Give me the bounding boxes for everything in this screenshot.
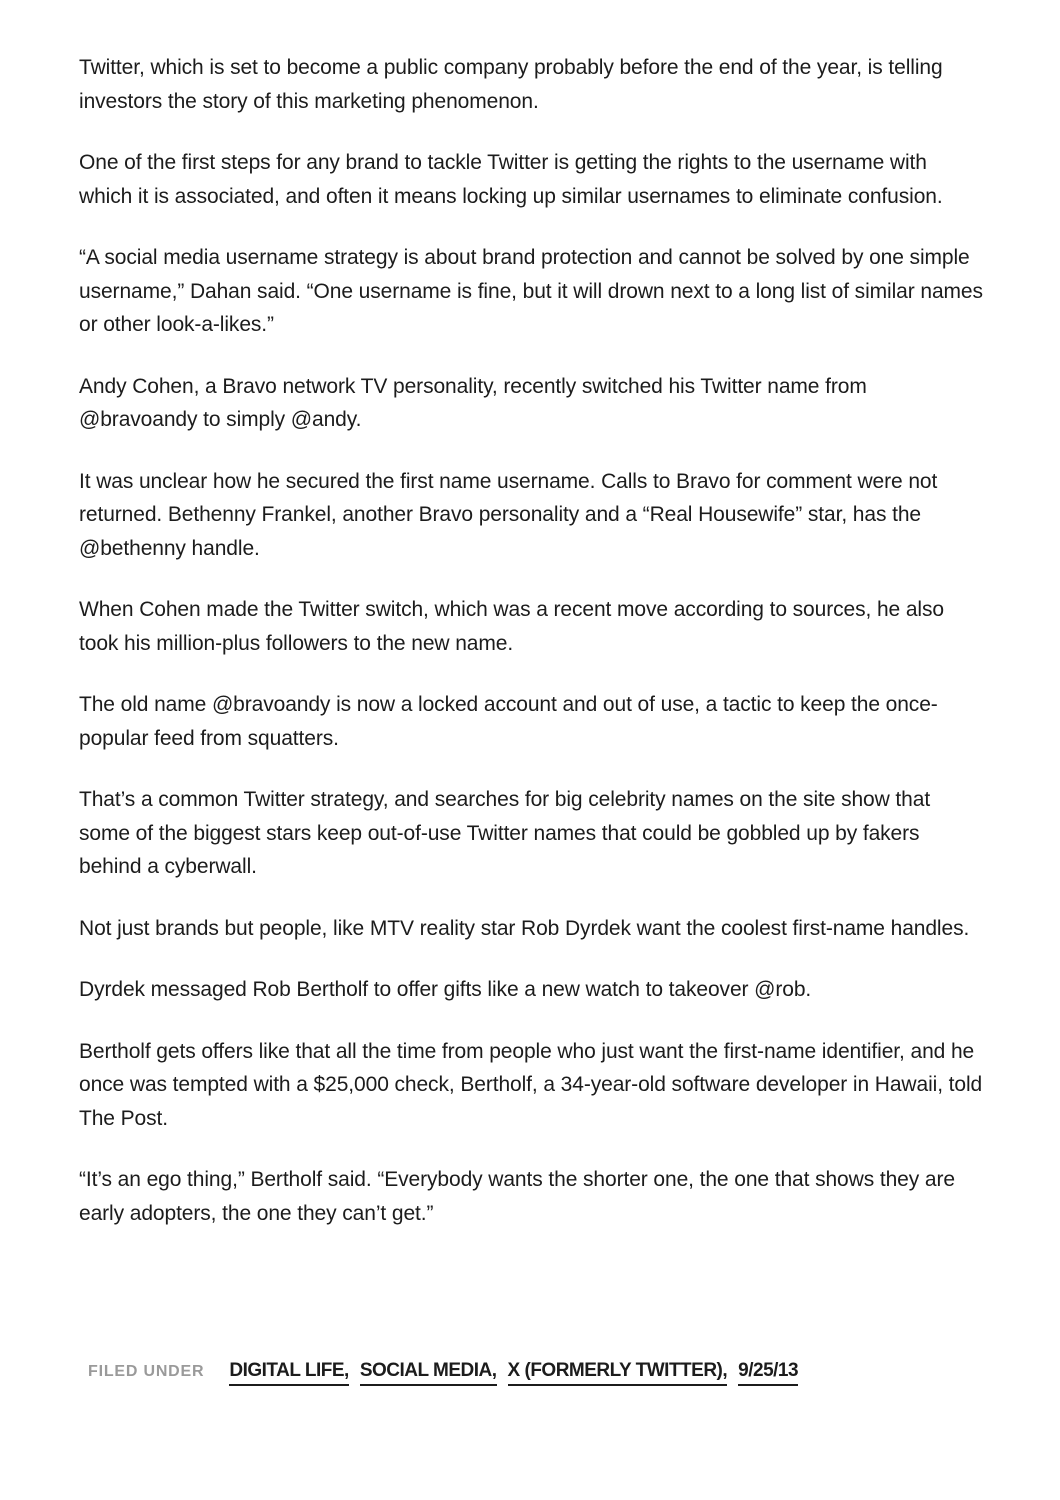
article-paragraph: Bertholf gets offers like that all the time from people who just want the first-name identifier, and he once was tempted with a $25,000 check, Bertholf, a 34-year-old software developer in Hawaii, told The Post. [79,1039,983,1130]
tag-link-x-formerly-twitter[interactable]: X (FORMERLY TWITTER), [508,1360,728,1386]
article-body [79,51,984,1258]
article-paragraph: “It’s an ego thing,” Bertholf said. “Everybody wants the shorter one, the one that shows they are early adopters, the one they can’t get.” [79,1168,955,1225]
article-paragraph: Andy Cohen, a Bravo network TV personality, recently switched his Twitter name from @bravoandy to simply @andy. [79,374,867,431]
tag-link-digital-life[interactable]: DIGITAL LIFE, [229,1360,348,1386]
article-paragraph: “A social media username strategy is about brand protection and cannot be solved by one simple username,” Dahan said. “One username is fine, but it will drown next to a long list of similar names or other look-a-likes.” [79,246,983,336]
article-paragraph: That’s a common Twitter strategy, and searches for big celebrity names on the site show that some of the biggest stars keep out-of-use Twitter names that could be gobbled up by fakers behind a cyberwall. [79,788,931,878]
article-paragraph: When Cohen made the Twitter switch, which was a recent move according to sources, he also took his million-plus followers to the new name. [79,598,944,655]
article-paragraph: Not just brands but people, like MTV reality star Rob Dyrdek want the coolest first-name handles. [79,916,970,940]
tag-link-social-media[interactable]: SOCIAL MEDIA, [360,1360,497,1386]
article-paragraph: The old name @bravoandy is now a locked account and out of use, a tactic to keep the once-popular feed from squatters. [79,693,938,750]
article-paragraph: Dyrdek messaged Rob Bertholf to offer gifts like a new watch to takeover @rob. [79,978,812,1001]
article-paragraph: One of the first steps for any brand to tackle Twitter is getting the rights to the username with which it is associated, and often it means locking up similar usernames to eliminate confusion. [79,151,943,208]
filed-under-section [88,1360,798,1386]
article-paragraph: It was unclear how he secured the first name username. Calls to Bravo for comment were not returned. Bethenny Frankel, another Bravo personality and a “Real Housewife” star, has the @bethenny handle. [79,469,938,560]
filed-under-label: FILED UNDER [88,1363,205,1380]
publish-date: 9/25/13 [738,1360,798,1386]
article-paragraph: Twitter, which is set to become a public company probably before the end of the year, is telling investors the story of this marketing phenomenon. [79,56,943,113]
